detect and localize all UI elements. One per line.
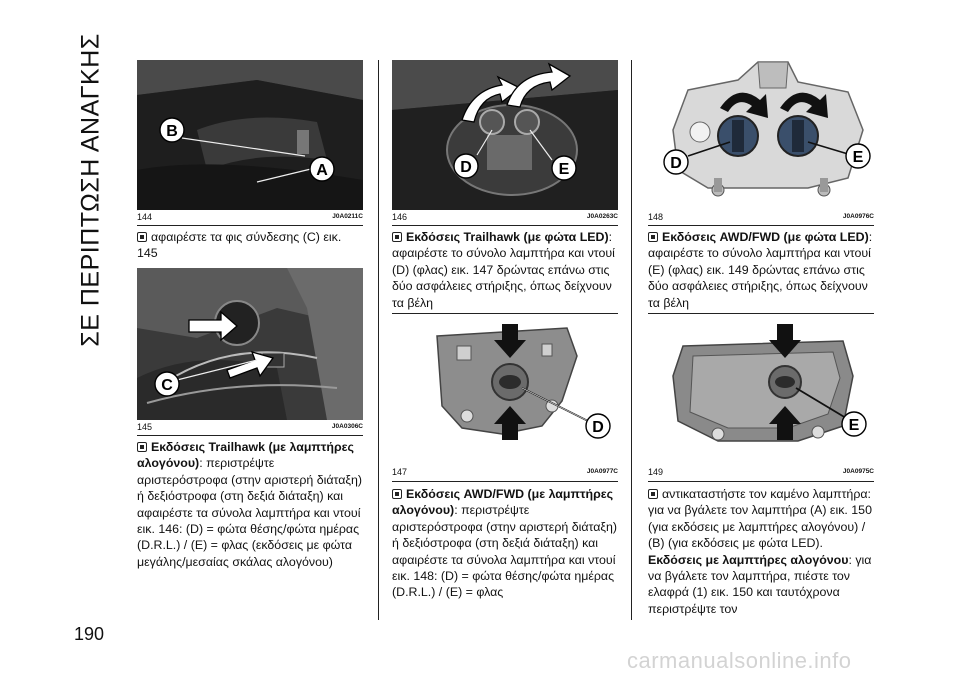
figure-rule [392, 225, 618, 226]
figure-rule [648, 481, 874, 482]
callout-e-label: E [852, 149, 864, 166]
step-bullet-icon [137, 442, 147, 452]
caption-148: 148 J0A0976C [648, 212, 874, 222]
watermark: carmanualsonline.info [627, 648, 852, 673]
caption-145: 145 J0A0306C [137, 422, 363, 432]
figure-146 [392, 60, 618, 210]
caption-144: 144 J0A0211C [137, 212, 363, 222]
figure-148 [648, 60, 874, 210]
step-bullet-icon [392, 489, 402, 499]
step-text-5: Εκδόσεις AWD/FWD (με φώτα LED): αφαιρέστε το σύνολο λαμπτήρα και ντουί (E) (φλας) εικ. 149 δρώντας επάνω στις δύο ασφάλειες στήριξης, όπως δείχνουν τα βέλη [648, 230, 873, 310]
callout-d-label: D [670, 155, 682, 172]
figure-rule [392, 313, 618, 314]
caption-146: 146 J0A0263C [392, 212, 618, 222]
figure-rule [392, 481, 618, 482]
figure-144 [137, 60, 363, 210]
step-text-2: Εκδόσεις Trailhawk (με λαμπτήρες αλογόνου): περιστρέψτε αριστερόστροφα (στην αριστερή διάταξη) ή δεξιόστροφα (στη δεξιά διάταξη) και αφαιρέστε τα σύνολα λαμπτήρα και ντουί εικ. 146: (D) = φώτα θέσης/φώτα ημέρας (D.R.L.) / (E) = φλας (εκδόσεις με φώτα μεγάλης/μεσαίας σκάλας αλογόνου) [137, 440, 362, 569]
step-bullet-icon [648, 232, 658, 242]
step-bullet-icon [137, 232, 147, 242]
column-divider [378, 60, 379, 620]
step-text-1: αφαιρέστε τα φις σύνδεσης (C) εικ. 145 [137, 230, 342, 261]
figure-rule [648, 225, 874, 226]
callout-c-label: C [161, 377, 173, 394]
column-divider [631, 60, 632, 620]
step-text-3: Εκδόσεις Trailhawk (με φώτα LED): αφαιρέστε το σύνολο λαμπτήρα και ντουί (D) (φλας) εικ. 147 δρώντας επάνω στις δύο ασφάλειες στήριξης, όπως δείχνουν τα βέλη [392, 230, 615, 310]
callout-d-label: D [592, 419, 604, 436]
figure-rule [137, 225, 363, 226]
callout-a-label: A [316, 162, 328, 179]
callout-e-label: E [848, 417, 860, 434]
figure-145 [137, 268, 363, 420]
page-number: 190 [74, 624, 105, 644]
callout-d-label: D [460, 159, 472, 176]
figure-149 [648, 316, 874, 464]
caption-147: 147 J0A0977C [392, 467, 618, 477]
figure-rule [137, 435, 363, 436]
figure-rule [648, 313, 874, 314]
step-text-4: Εκδόσεις AWD/FWD (με λαμπτήρες αλογόνου): περιστρέψτε αριστερόστροφα (στην αριστερή διάταξη) ή δεξιόστροφα (στη δεξιά διάταξη) και αφαιρέστε τα σύνολα λαμπτήρα και ντουί εικ. 148: (D) = φώτα θέσης/φώτα ημέρας (D.R.L.) / (E) = φλας [392, 487, 617, 600]
callout-b-label: B [166, 123, 178, 140]
section-title: ΣΕ ΠΕΡΙΠΤΩΣΗ ΑΝΑΓΚΗΣ [76, 33, 105, 347]
step-bullet-icon [648, 489, 658, 499]
step-bullet-icon [392, 232, 402, 242]
figure-147 [392, 316, 618, 464]
callout-e-label: E [558, 161, 570, 178]
caption-149: 149 J0A0975C [648, 467, 874, 477]
step-text-6: αντικαταστήστε τον καμένο λαμπτήρα: για να βγάλετε τον λαμπτήρα (A) εικ. 150 (για εκδόσεις με λαμπτήρες αλογόνου) / (B) (για εκδόσεις με φώτα LED). Εκδόσεις με λαμπτήρες αλογόνου: για να βγάλετε τον λαμπτήρα, πιέστε τον ελαφρά (1) εικ. 150 και ταυτόχρονα περιστρέψτε τον [648, 487, 872, 616]
